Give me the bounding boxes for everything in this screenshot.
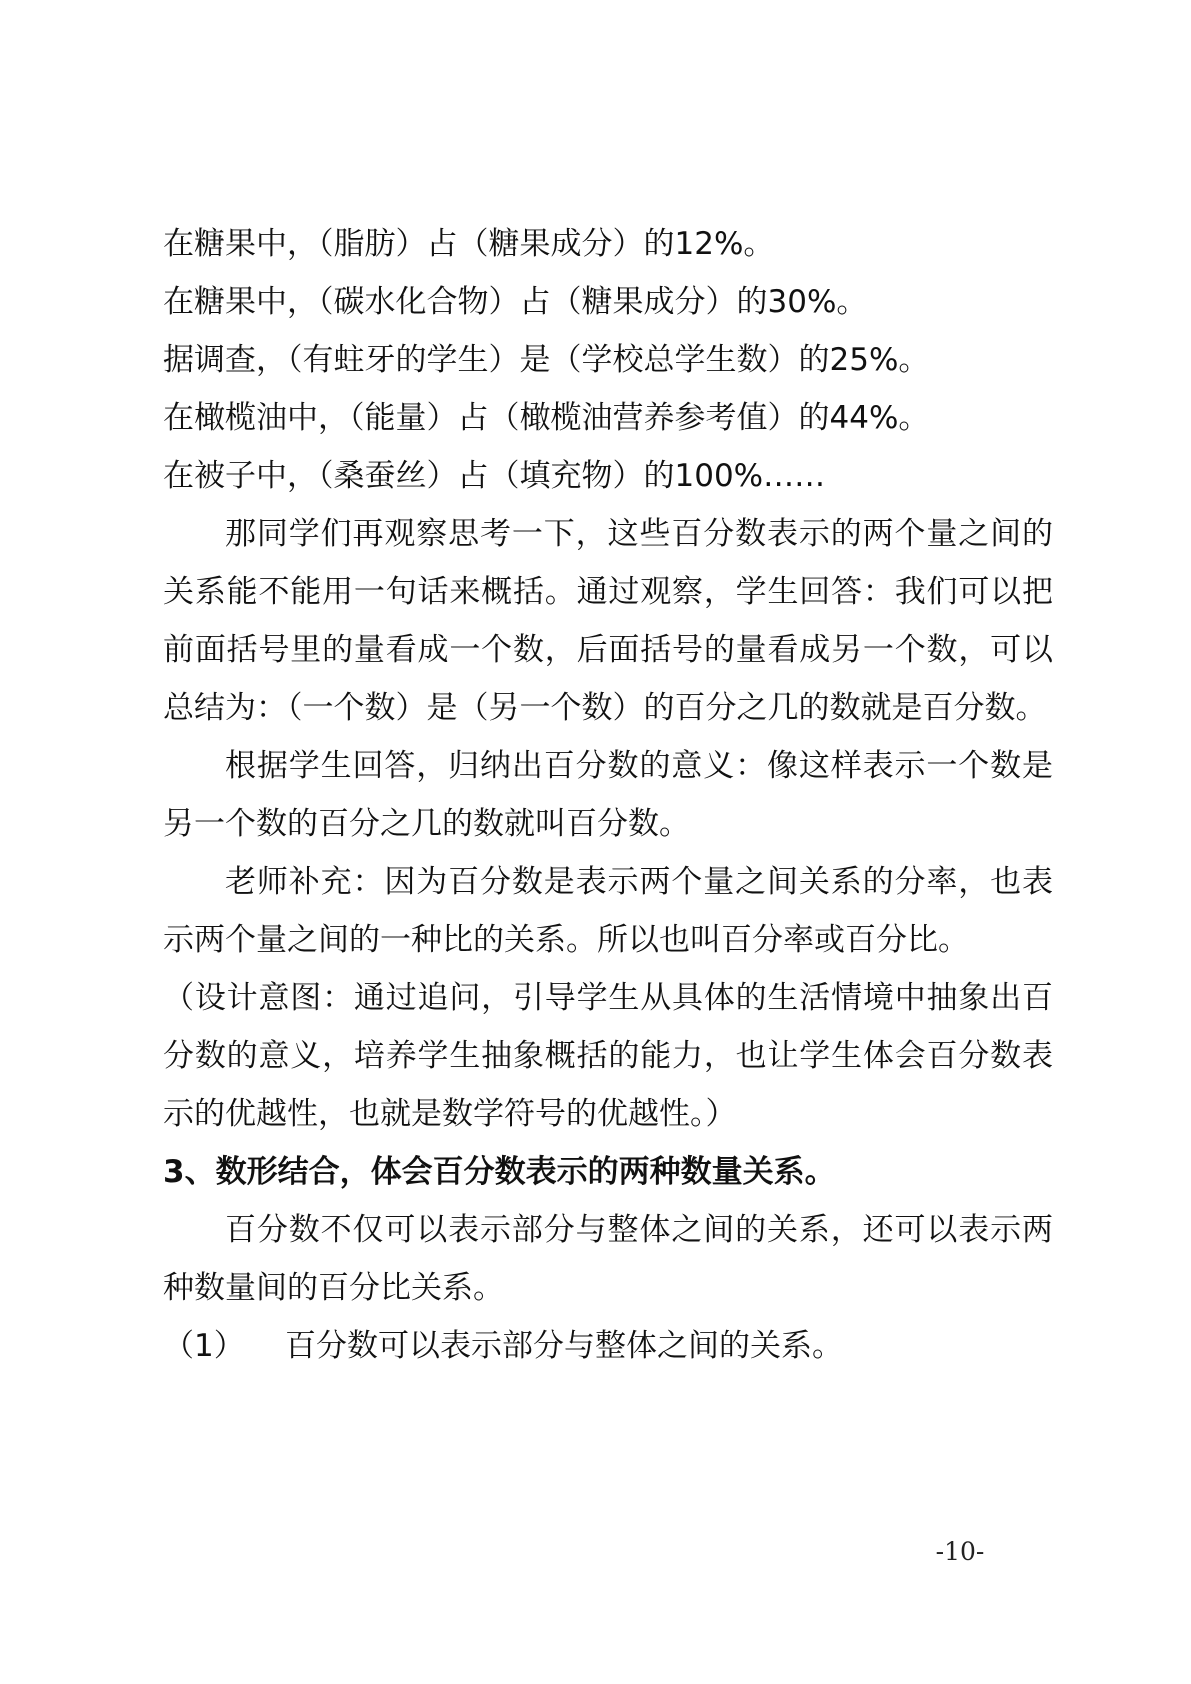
paragraph-observe: 那同学们再观察思考一下，这些百分数表示的两个量之间的关系能不能用一句话来概括。通过观察，学生回答：我们可以把前面括号里的量看成一个数，后面括号的量看成另一个数，可以总结为：（一个数）是（另一个数）的百分之几的数就是百分数。 xyxy=(163,516,1053,726)
subsection-item xyxy=(163,1317,1053,1375)
paragraph-meaning: 根据学生回答，归纳出百分数的意义：像这样表示一个数是另一个数的百分之几的数就叫百分数。 xyxy=(163,748,1053,842)
document-body xyxy=(163,215,1053,1375)
section-intro: 百分数不仅可以表示部分与整体之间的关系，还可以表示两种数量间的百分比关系。 xyxy=(163,1212,1053,1306)
subsection-text: 百分数可以表示部分与整体之间的关系。 xyxy=(285,1328,843,1364)
example-line-olive-oil: 在橄榄油中，（能量）占（橄榄油营养参考值）的44%。 xyxy=(163,400,930,436)
subsection-number: （1） xyxy=(163,1328,245,1364)
example-line-carbohydrate: 在糖果中，（碳水化合物）占（糖果成分）的30%。 xyxy=(163,284,868,320)
section-heading: 3、数形结合，体会百分数表示的两种数量关系。 xyxy=(163,1154,836,1190)
example-line-silk: 在被子中，（桑蚕丝）占（填充物）的100%…… xyxy=(163,458,826,494)
paragraph-supplement: 老师补充：因为百分数是表示两个量之间关系的分率，也表示两个量之间的一种比的关系。所以也叫百分率或百分比。 xyxy=(163,864,1053,958)
paragraph-design-intent: （设计意图：通过追问，引导学生从具体的生活情境中抽象出百分数的意义，培养学生抽象概括的能力，也让学生体会百分数表示的优越性，也就是数学符号的优越性。） xyxy=(163,980,1053,1132)
example-line-fat: 在糖果中，（脂肪）占（糖果成分）的12%。 xyxy=(163,226,775,262)
page-number: -10- xyxy=(935,1537,985,1566)
example-line-cavity: 据调查，（有蛀牙的学生）是（学校总学生数）的25%。 xyxy=(163,342,930,378)
